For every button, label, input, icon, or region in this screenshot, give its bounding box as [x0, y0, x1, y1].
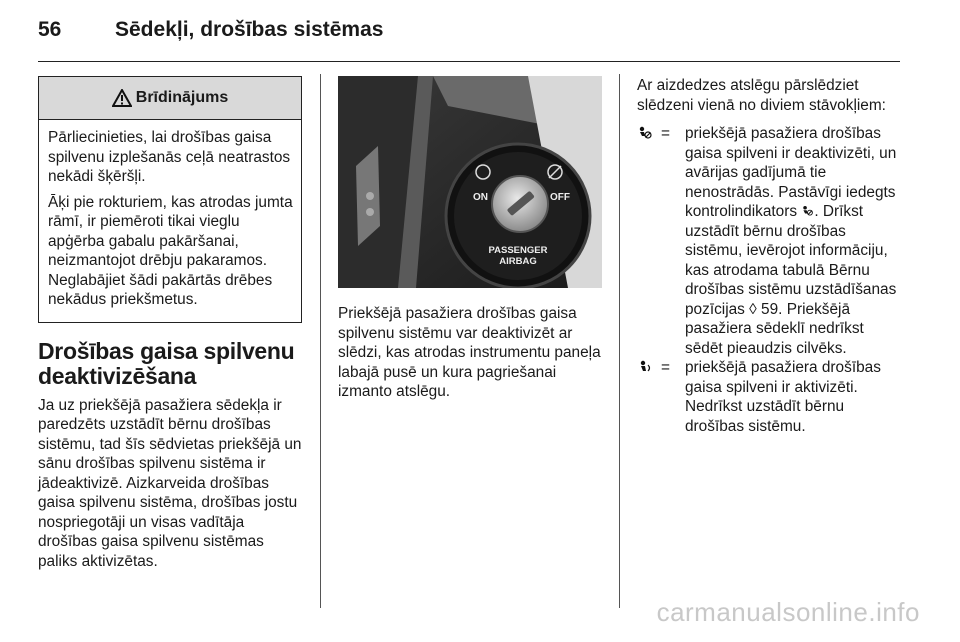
warning-title: Brīdinājums — [135, 89, 229, 106]
airbag-off-icon — [637, 124, 661, 358]
section-heading: Drošības gaisa spilvenu deaktivizēšana — [38, 337, 295, 389]
column-divider — [320, 74, 321, 608]
warning-header — [39, 77, 301, 120]
airbag-switch-photo — [338, 76, 602, 288]
equals-sign: = — [661, 125, 670, 142]
entry-text-part: . Priekšējā pasažiera sēdeklī nedrīkst sēdēt pieaudzis cilvēks. — [685, 300, 864, 357]
page-ref-number[interactable]: 59 — [761, 300, 779, 318]
list-item — [637, 358, 905, 436]
switch-on-label: ON — [473, 192, 488, 203]
equals-sign: = — [661, 359, 670, 376]
right-column — [637, 76, 905, 436]
entry-text — [685, 124, 905, 358]
switch-label-line2: AIRBAG — [499, 256, 537, 267]
switch-label-line1: PASSENGER — [488, 245, 548, 256]
figure-caption: Priekšējā pasažiera drošības gaisa spilvenu sistēmu var deaktivizēt ar slēdzi, kas atrodas instrumentu paneļa labajā pusē un kura pagriešanai izmanto atslēgu. — [338, 305, 601, 400]
warning-paragraph: Āķi pie rokturiem, kas atrodas jumta rāmī, ir piemēroti tikai vieglu apģērba gabalu pakāršanai, neizmantojot drēbju pakaramos. Neglabājiet šādi pakārtās drēbes nekādus priekšmetus. — [48, 193, 293, 308]
page-header — [0, 0, 960, 62]
left-column — [38, 76, 302, 571]
watermark: carmanualsonline.info — [656, 597, 920, 627]
entry-text: priekšējā pasažiera drošības gaisa spilveni ir aktivizēti. Nedrīkst uzstādīt bērnu drošības sistēmu. — [685, 359, 881, 435]
page-number: 56 — [38, 18, 62, 41]
middle-column — [338, 76, 602, 402]
intro-text: Ar aizdedzes atslēgu pārslēdziet slēdzeni vienā no diviem stāvokļiem: — [637, 77, 886, 114]
page-ref-arrow-icon: ◊ — [749, 300, 757, 318]
warning-body — [39, 120, 301, 322]
page-title: Sēdekļi, drošības sistēmas — [115, 18, 384, 41]
header-rule — [38, 61, 900, 62]
entry-text-part: . Drīkst uzstādīt bērnu drošības sistēmu, ievērojot informāciju, kas atrodama tabulā Bērnu drošības sistēmu uzstādīšanas pozīcijas — [685, 203, 897, 318]
warning-box — [38, 76, 302, 323]
column-divider — [619, 74, 620, 608]
airbag-off-indicator-icon — [801, 204, 814, 218]
section-body: Ja uz priekšējā pasažiera sēdekļa ir paredzēts uzstādīt bērnu drošības sistēmu, tad šīs sēdvietas priekšējā un sānu drošības spilvenu sistēma ir jādeaktivizē. Aizkarveida drošības gaisa spilvenu sistēma, drošības jostu nospriegotāji un visas vadītāja drošības gaisa spilvenu sistēmas paliks aktivizētas. — [38, 396, 302, 570]
warning-triangle-icon — [112, 89, 132, 107]
airbag-on-icon — [637, 358, 661, 436]
list-item — [637, 124, 905, 358]
airbag-switch-illustration — [338, 76, 602, 288]
warning-paragraph: Pārliecinieties, lai drošības gaisa spilvenu izplešanās ceļā neatrastos nekādi šķēršļi. — [48, 129, 291, 185]
entry-text-part: priekšējā pasažiera drošības gaisa spilveni ir deaktivizēti, un avārijas gadījumā tie nenostrādās. Pastāvīgi iedegts kontrolindikators — [685, 125, 897, 220]
switch-off-label: OFF — [550, 192, 570, 203]
